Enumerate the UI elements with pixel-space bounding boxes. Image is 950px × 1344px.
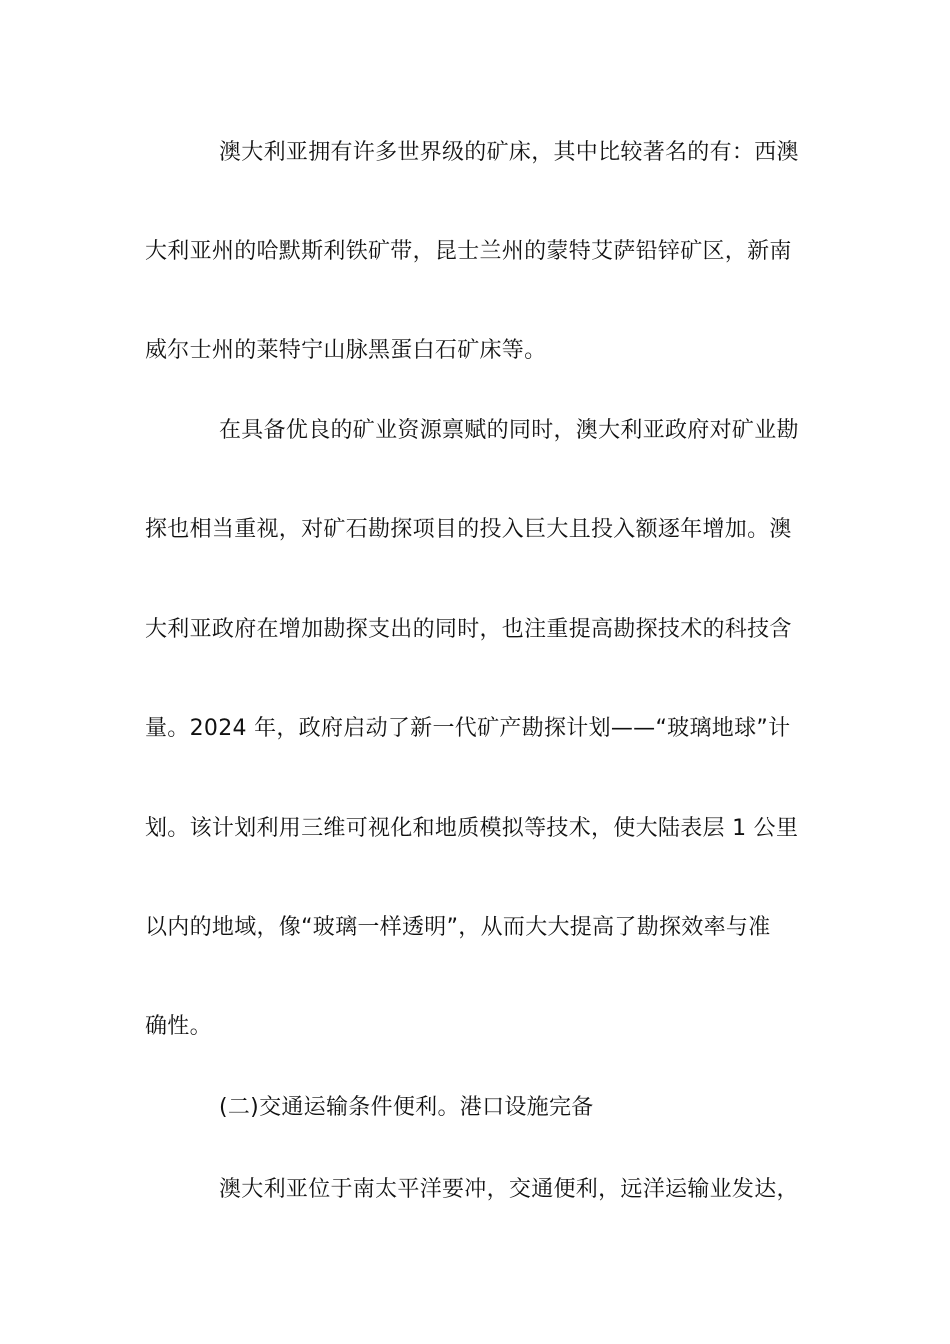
paragraph-1-line-1: 澳大利亚拥有许多世界级的矿床，其中比较著名的有：西澳 xyxy=(219,140,799,165)
paragraph-3-line-1: 澳大利亚位于南太平洋要冲，交通便利，远洋运输业发达， xyxy=(219,1177,799,1202)
paragraph-2-line-3: 大利亚政府在增加勘探支出的同时，也注重提高勘探技术的科技含 xyxy=(145,617,792,642)
paragraph-2-line-7: 确性。 xyxy=(145,1014,212,1039)
paragraph-2-line-4: 量。2024 年，政府启动了新一代矿产勘探计划——“玻璃地球”计 xyxy=(145,716,791,741)
paragraph-2-line-5: 划。该计划利用三维可视化和地质模拟等技术，使大陆表层 1 公里 xyxy=(145,816,799,841)
paragraph-2-line-6: 以内的地域，像“玻璃一样透明”，从而大大提高了勘探效率与准 xyxy=(145,915,771,940)
paragraph-2-line-1: 在具备优良的矿业资源禀赋的同时，澳大利亚政府对矿业勘 xyxy=(219,418,799,443)
paragraph-2-line-2: 探也相当重视，对矿石勘探项目的投入巨大且投入额逐年增加。澳 xyxy=(145,517,792,542)
paragraph-1-line-3: 威尔士州的莱特宁山脉黑蛋白石矿床等。 xyxy=(145,338,547,363)
section-heading: (二)交通运输条件便利。港口设施完备 xyxy=(219,1095,594,1120)
paragraph-1-line-2: 大利亚州的哈默斯利铁矿带，昆士兰州的蒙特艾萨铅锌矿区，新南 xyxy=(145,239,792,264)
